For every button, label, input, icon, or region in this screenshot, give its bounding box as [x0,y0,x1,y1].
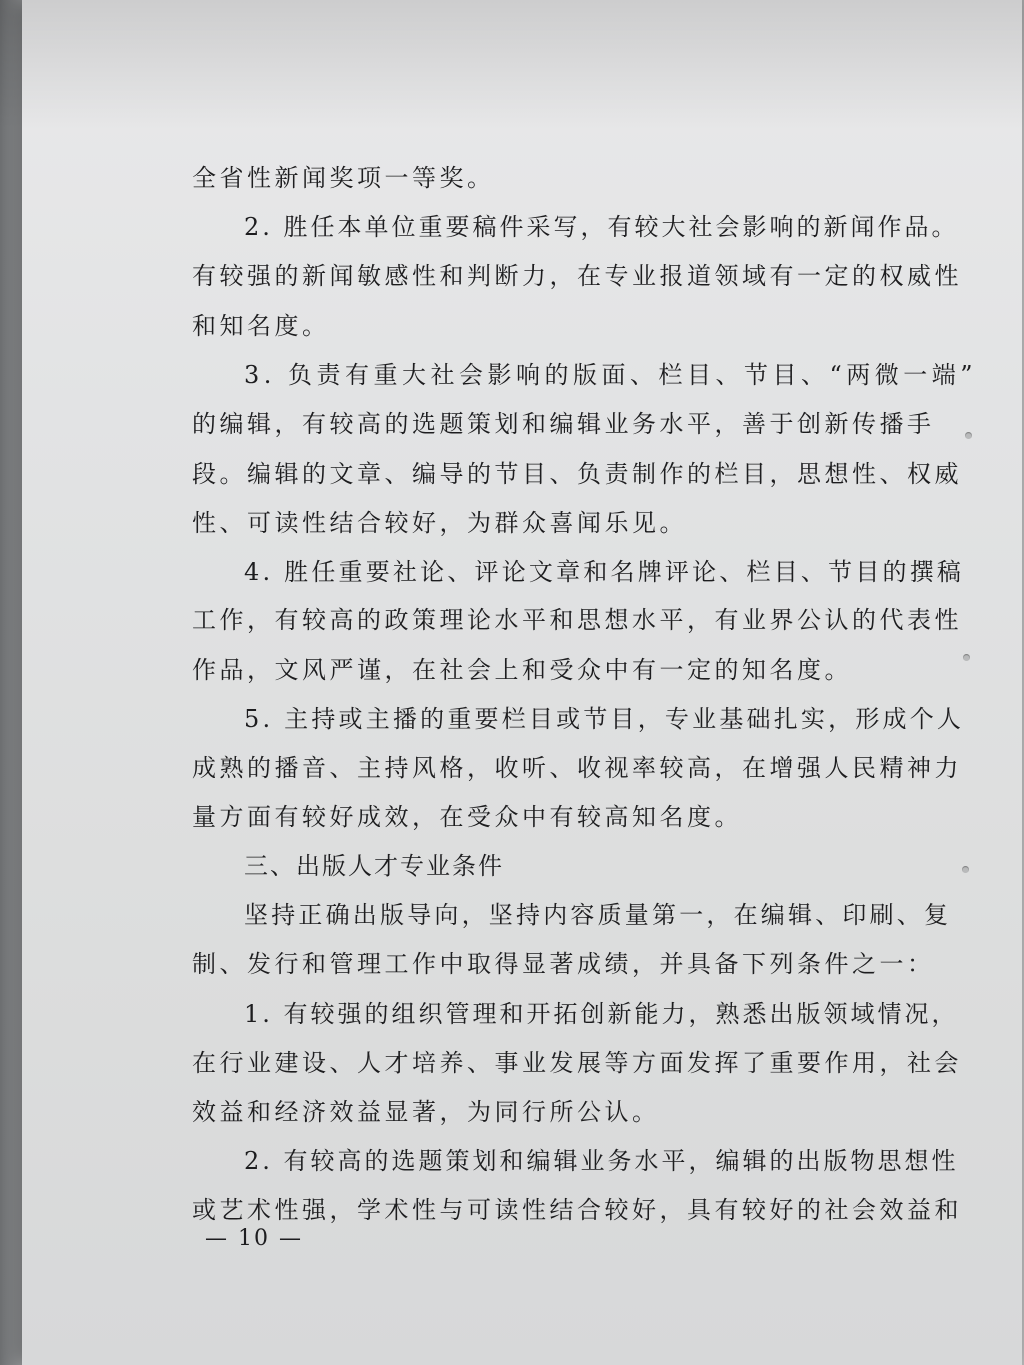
text-line: 量方面有较好成效，在受众中有较高知名度。 [192,803,742,831]
text-line: 和知名度。 [192,312,330,340]
text-line: 工作，有较高的政策理论水平和思想水平，有业界公认的代表性 [192,606,962,634]
punch-hole [963,654,970,661]
text-line: 成熟的播音、主持风格，收听、收视率较高，在增强人民精神力 [192,754,962,782]
text-line: 2. 有较高的选题策划和编辑业务水平，编辑的出版物思想性 [244,1147,959,1175]
section-heading: 三、出版人才专业条件 [244,852,504,880]
text-line: 全省性新闻奖项一等奖。 [192,164,495,192]
text-line: 5. 主持或主播的重要栏目或节目，专业基础扎实，形成个人 [244,705,965,733]
text-line: 性、可读性结合较好，为群众喜闻乐见。 [192,509,687,537]
text-line: 在行业建设、人才培养、事业发展等方面发挥了重要作用，社会 [192,1049,962,1077]
text-line: 1. 有较强的组织管理和开拓创新能力，熟悉出版领域情况， [244,1000,959,1028]
text-line: 或艺术性强，学术性与可读性结合较好，具有较好的社会效益和 [192,1196,962,1224]
text-line: 效益和经济效益显著，为同行所公认。 [192,1098,660,1126]
text-line: 有较强的新闻敏感性和判断力，在专业报道领域有一定的权威性 [192,262,962,290]
punch-hole [962,866,969,873]
text-line: 3. 负责有重大社会影响的版面、栏目、节目、“两微一端” [244,361,978,389]
text-line: 坚持正确出版导向，坚持内容质量第一，在编辑、印刷、复 [244,901,952,929]
text-line: 作品，文风严谨，在社会上和受众中有一定的知名度。 [192,656,852,684]
text-line: 的编辑，有较高的选题策划和编辑业务水平，善于创新传播手 [192,410,935,438]
page-number: — 10 — [205,1226,303,1251]
text-line: 制、发行和管理工作中取得显著成绩，并具备下列条件之一： [192,950,935,978]
text-line: 2. 胜任本单位重要稿件采写，有较大社会影响的新闻作品。 [244,213,959,241]
text-line: 4. 胜任重要社论、评论文章和名牌评论、栏目、节目的撰稿 [244,558,965,586]
text-line: 段。编辑的文章、编导的节目、负责制作的栏目，思想性、权威 [192,460,962,488]
punch-hole [965,432,972,439]
